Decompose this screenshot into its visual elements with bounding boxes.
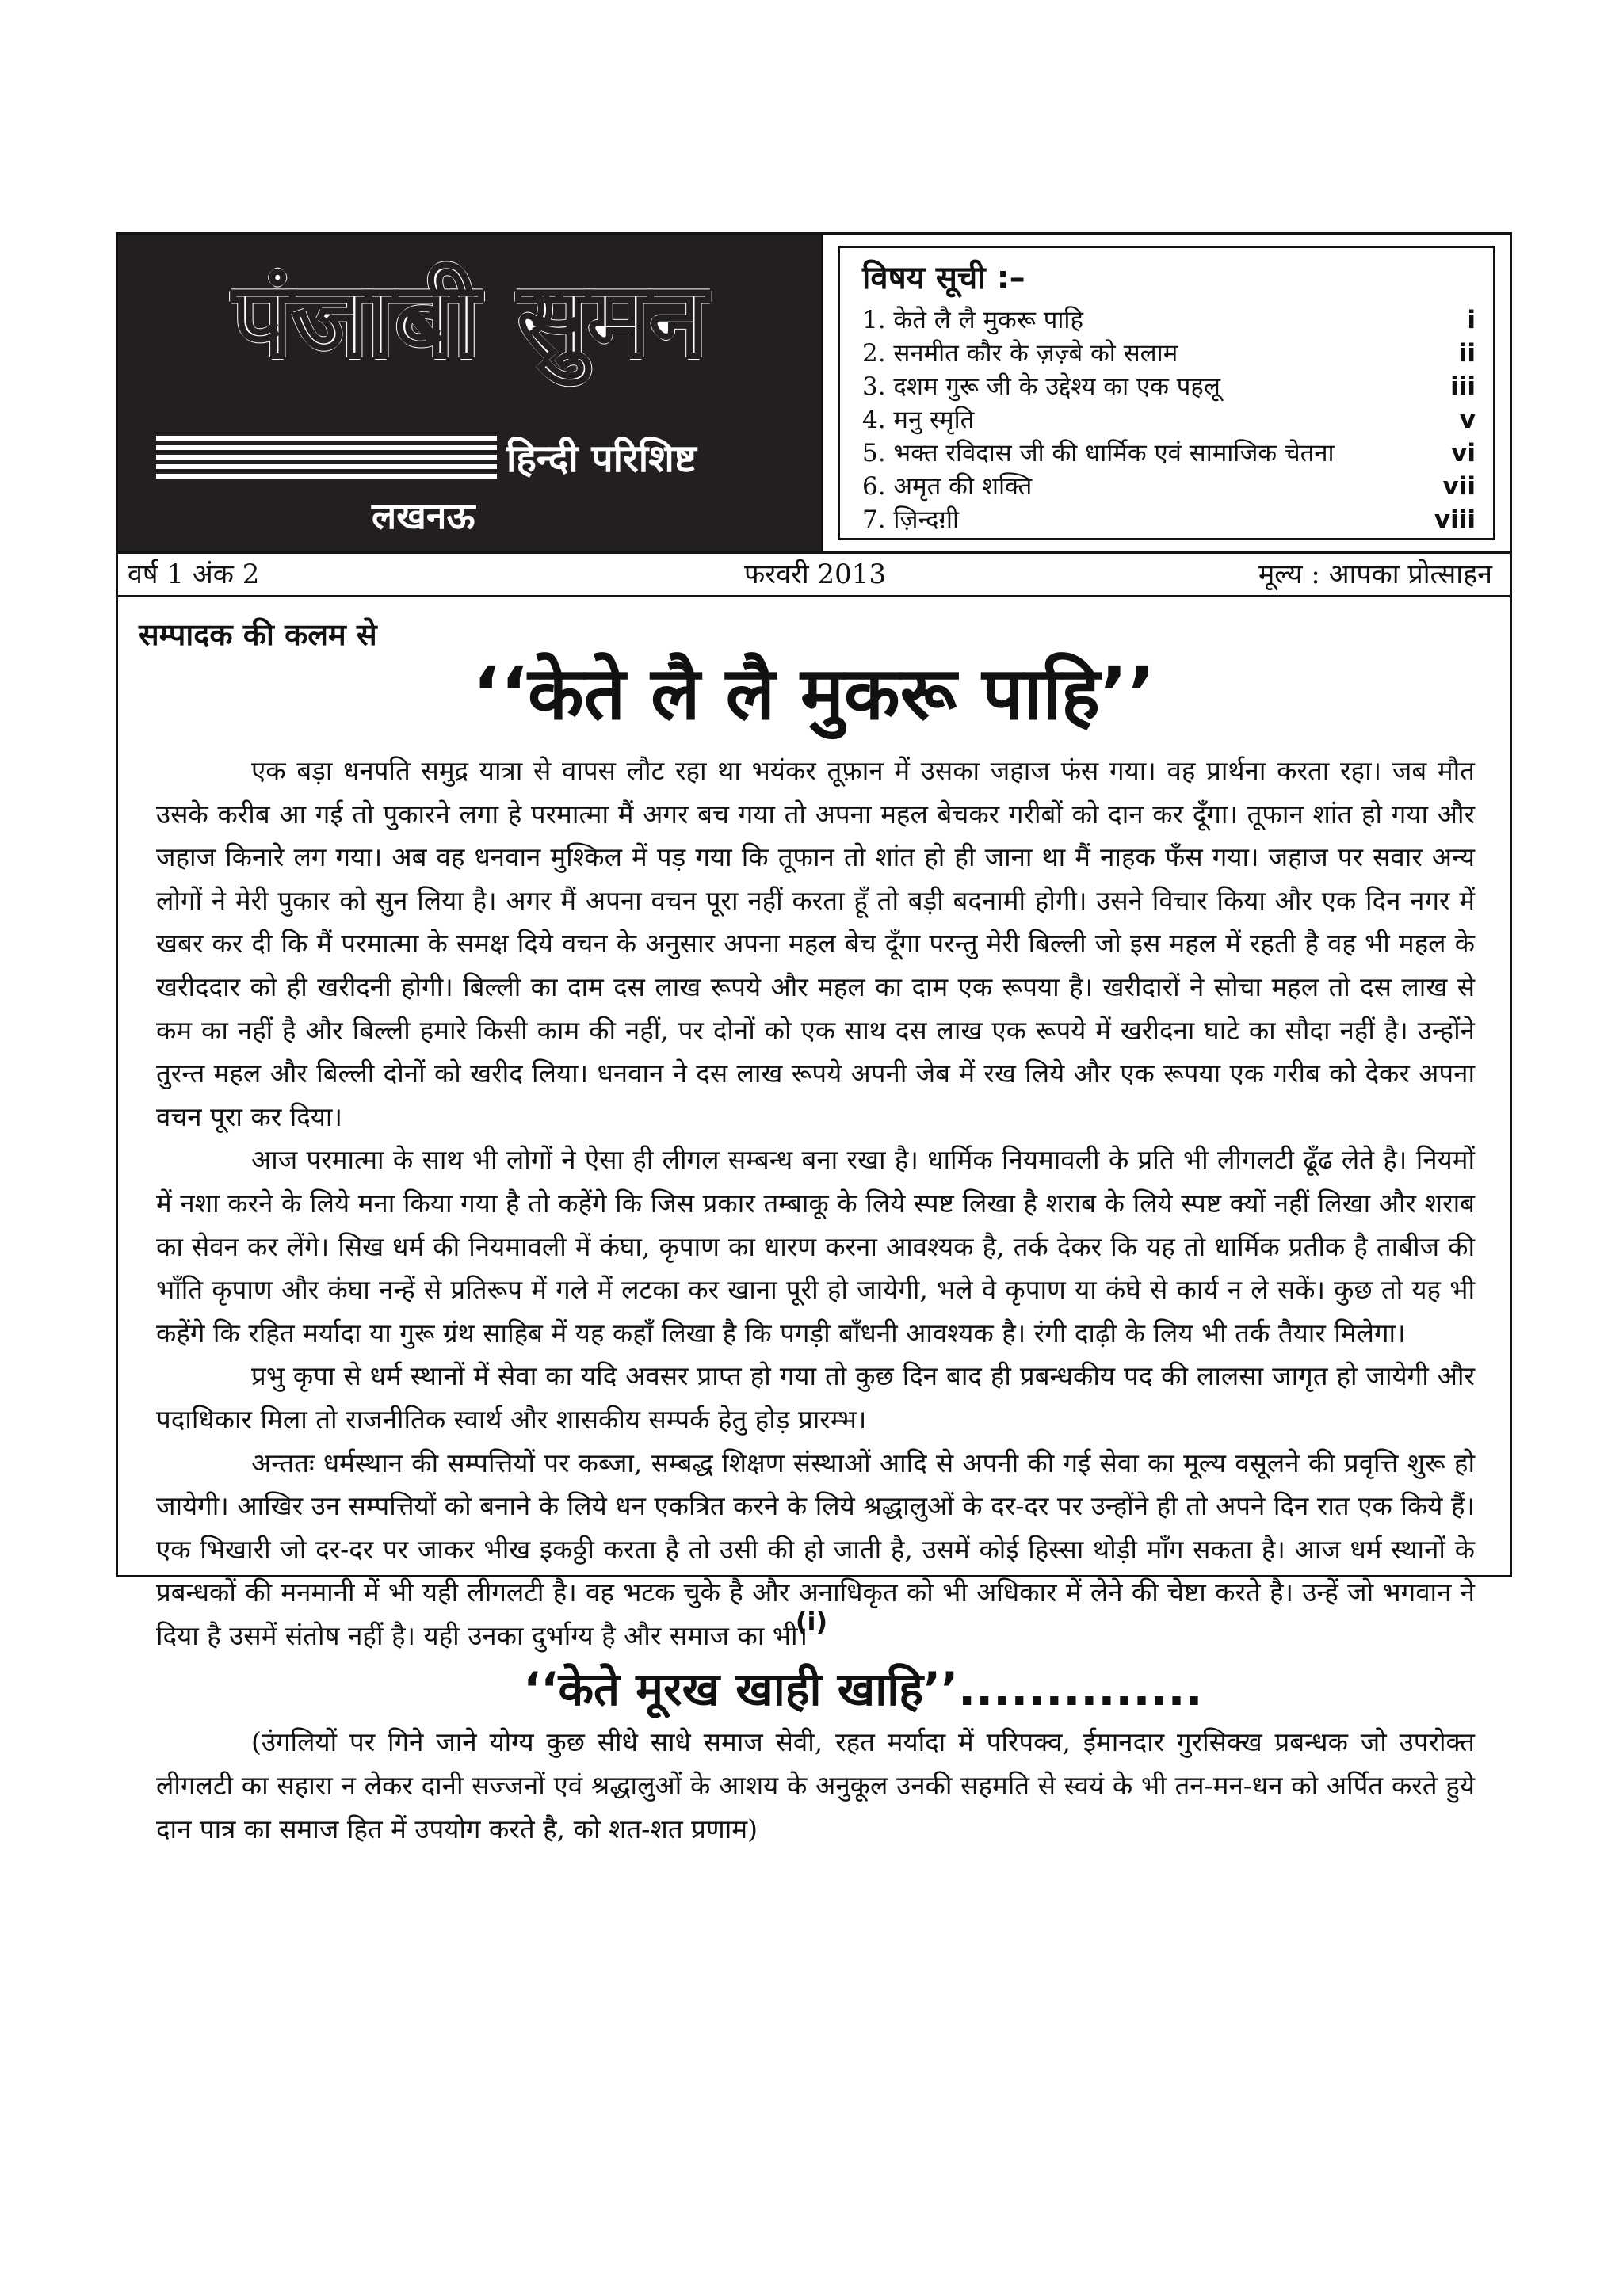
issue-date: फरवरी 2013: [744, 559, 887, 590]
toc-item[interactable]: [862, 503, 1476, 536]
toc-item-page: i: [1467, 306, 1476, 334]
issue-bar: [118, 551, 1510, 597]
toc-item[interactable]: [862, 470, 1476, 503]
toc-item-page: iii: [1450, 372, 1476, 401]
issue-volume: वर्ष 1 अंक 2: [128, 559, 260, 590]
toc-item[interactable]: [862, 303, 1476, 337]
toc-item-label: 4. मनु स्मृति: [862, 406, 975, 434]
page-number: (i): [795, 1607, 828, 1637]
article-body: [156, 749, 1475, 1851]
masthead-decorative-lines: [156, 436, 497, 483]
article-subtitle: ‘‘केते मूरख खाही खाहि’’..............: [523, 1662, 1203, 1717]
article-paragraph: अन्ततः धर्मस्थान की सम्पत्तियों पर कब्जा, सम्बद्ध शिक्षण संस्थाओं आदि से अपनी की गई सेवा का मूल्य वसूलने की प्रवृत्ति शुरू हो जायेगी। आखिर उन सम्पत्तियों को बनाने के लिये धन एकत्रित करने के लिये श्रद्धालुओं के दर-दर पर उन्होंने ही तो अपने दिन रात एक किये हैं। एक भिखारी जो दर-दर पर जाकर भीख इकठ्ठी करता है तो उसी की हो जाती है, उसमें कोई हिस्सा थोड़ी माँग सकता है। आज धर्म स्थानों के प्रबन्धकों की मनमानी में भी यही लीगलटी है। वह भटक चुके है और अनाधिकृत को भी अधिकार में लेने की चेष्टा करते है। उन्हें जो भगवान ने दिया है उसमें संतोष नहीं है। यही उनका दुर्भाग्य है और समाज का भी।: [156, 1447, 1475, 1651]
issue-price: मूल्य : आपका प्रोत्साहन: [1258, 559, 1492, 590]
toc-item-page: v: [1459, 406, 1476, 434]
article-paragraph: प्रभु कृपा से धर्म स्थानों में सेवा का यदि अवसर प्राप्त हो गया तो कुछ दिन बाद ही प्रबन्धकीय पद की लालसा जागृत हो जायेगी और पदाधिकार मिला तो राजनीतिक स्वार्थ और शासकीय सम्पर्क हेतु होड़ प्रारम्भ।: [156, 1360, 1475, 1435]
masthead-title: पंजाबी सुमन: [233, 262, 708, 380]
toc-box: [838, 246, 1495, 540]
page-frame: [116, 232, 1512, 1844]
article-title: ‘‘केते लै लै मुकरू पाहि’’: [472, 651, 1155, 736]
toc-heading: विषय सूची :–: [862, 260, 1025, 296]
toc-item-page: vii: [1442, 472, 1476, 501]
toc-item-label: 7. ज़िन्दग़ी: [862, 505, 959, 534]
toc-item-label: 3. दशम गुरू जी के उद्देश्य का एक पहलू: [862, 372, 1220, 401]
toc-item[interactable]: [862, 337, 1476, 370]
toc-item[interactable]: [862, 370, 1476, 403]
toc-item-page: vi: [1451, 439, 1476, 467]
masthead: [118, 235, 821, 551]
toc-item-label: 6. अमृत की शक्ति: [862, 472, 1033, 501]
toc-item[interactable]: [862, 403, 1476, 437]
article-footnote: (उंगलियों पर गिने जाने योग्य कुछ सीधे साधे समाज सेवी, रहत मर्यादा में परिपक्व, ईमानदार गुरसिक्ख प्रबन्धक जो उपरोक्त लीगलटी का सहारा न लेकर दानी सज्जनों एवं श्रद्धालुओं के आशय के अनुकूल उनकी सहमति से स्वयं के भी तन-मन-धन को अर्पित करते हुये दान पात्र का समाज हित में उपयोग करते है, को शत-शत प्रणाम): [156, 1726, 1475, 1844]
table-of-contents: [823, 235, 1510, 551]
article-paragraph: एक बड़ा धनपति समुद्र यात्रा से वापस लौट रहा था भयंकर तूफ़ान में उसका जहाज फंस गया। वह प्रार्थना करता रहा। जब मौत उसके करीब आ गई तो पुकारने लगा हे परमात्मा मैं अगर बच गया तो अपना महल बेचकर गरीबों को दान कर दूँगा। तूफान शांत हो गया और जहाज किनारे लग गया। अब वह धनवान मुश्किल में पड़ गया कि तूफान तो शांत हो ही जाना था मैं नाहक फँस गया। जहाज पर सवार अन्य लोगों ने मेरी पुकार को सुन लिया है। अगर मैं अपना वचन पूरा नहीं करता हूँ तो बड़ी बदनामी होगी। उसने विचार किया और एक दिन नगर में खबर कर दी कि मैं परमात्मा के समक्ष दिये वचन के अनुसार अपना महल बेच दूँगा परन्तु मेरी बिल्ली जो इस महल में रहती है वह भी महल के खरीददार को ही खरीदनी होगी। बिल्ली का दाम दस लाख रूपये और महल का दाम एक रूपया है। खरीदारों ने सोचा महल तो दस लाख से कम का नहीं है और बिल्ली हमारे किसी काम की नहीं, पर दोनों को एक साथ दस लाख एक रूपये में खरीदना घाटे का सौदा नहीं है। उन्होंने तुरन्त महल और बिल्ली दोनों को खरीद लिया। धनवान ने दस लाख रूपये अपनी जेब में रख लिये और एक रूपया एक गरीब को देकर अपना वचन पूरा कर दिया।: [156, 755, 1475, 1132]
toc-item-page: viii: [1434, 505, 1476, 534]
toc-item-label: 5. भक्त रविदास जी की धार्मिक एवं सामाजिक चेतना: [862, 439, 1335, 467]
toc-item-label: 2. सनमीत कौर के ज़ज़्बे को सलाम: [862, 339, 1178, 368]
toc-item[interactable]: [862, 437, 1476, 470]
toc-item-page: ii: [1458, 339, 1476, 368]
article-paragraph: आज परमात्मा के साथ भी लोगों ने ऐसा ही लीगल सम्बन्ध बना रखा है। धार्मिक नियमावली के प्रति भी लीगलटी ढूँढ लेते है। नियमों में नशा करने के लिये मना किया गया है तो कहेंगे कि जिस प्रकार तम्बाकू के लिये स्पष्ट लिखा है शराब के लिये स्पष्ट क्यों नहीं लिखा और शराब का सेवन कर लेंगे। सिख धर्म की नियमावली में कंघा, कृपाण का धारण करना आवश्यक है, तर्क देकर कि यह तो धार्मिक प्रतीक है ताबीज की भाँति कृपाण और कंघा नन्हें से प्रतिरूप में गले में लटका कर खाना पूरी हो जायेगी, भले वे कृपाण या कंघे से कार्य न ले सकें। कुछ तो यह भी कहेंगे कि रहित मर्यादा या गुरू ग्रंथ साहिब में यह कहाँ लिखा है कि पगड़ी बाँधनी आवश्यक है। रंगी दाढ़ी के लिय भी तर्क तैयार मिलेगा।: [156, 1144, 1475, 1348]
toc-item-label: 1. केते लै लै मुकरू पाहि: [862, 306, 1083, 334]
masthead-subtitle: हिन्दी परिशिष्ट: [506, 437, 697, 481]
masthead-city: लखनऊ: [372, 494, 475, 537]
editor-label: सम्पादक की कलम से: [139, 617, 377, 652]
